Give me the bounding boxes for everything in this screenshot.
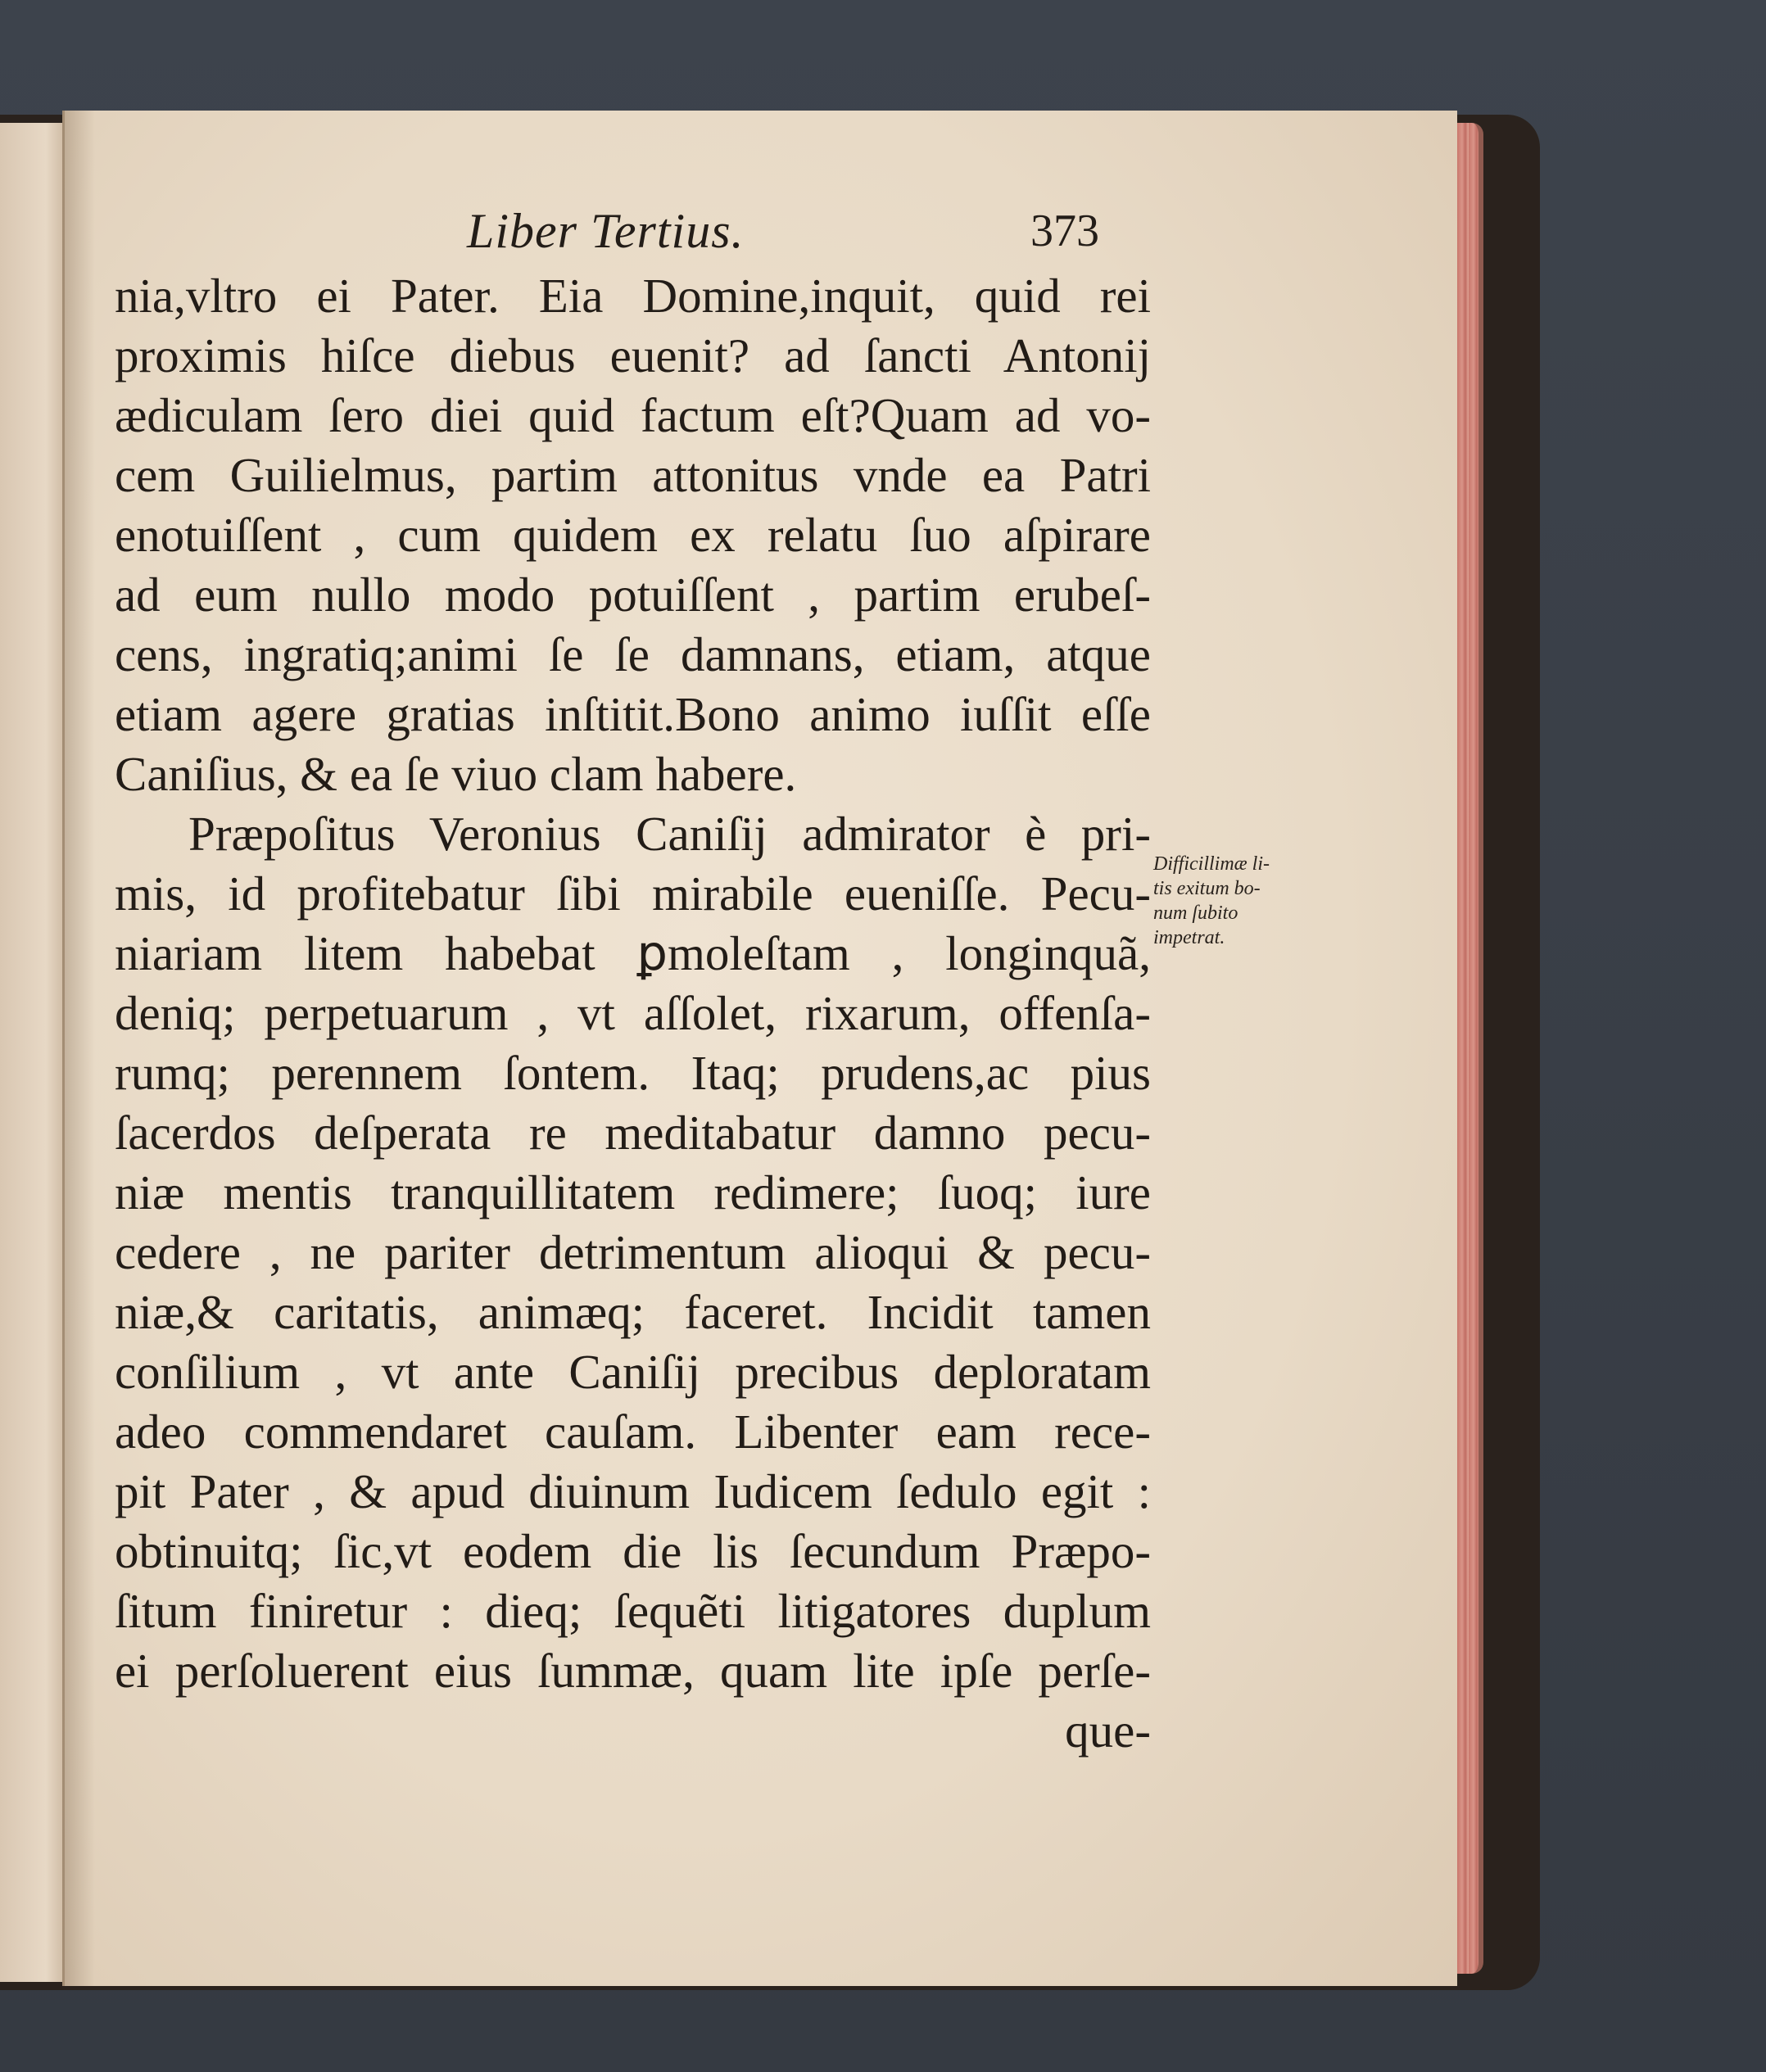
text-line: obtinuitq; ſic,vt eodem die lis ſecundum Præpo- — [115, 1524, 1151, 1578]
left-page-sliver — [0, 123, 66, 1982]
text-line: mis, id profitebatur ſibi mirabile eueniſſe. Pecu- — [115, 866, 1151, 921]
text-line: cens, ingratiq;animi ſe ſe damnans, etiam, atque — [115, 627, 1151, 681]
text-line: conſilium , vt ante Caniſij precibus deploratam — [115, 1345, 1151, 1399]
text-line: deniq; perpetuarum , vt aſſolet, rixarum, offenſa- — [115, 986, 1151, 1040]
text-line: ædiculam ſero diei quid factum eſt?Quam ad vo- — [115, 388, 1151, 442]
text-line: Præpoſitus Veronius Caniſij admirator è pri- — [188, 807, 1151, 861]
marginal-note-line: num ſubito — [1153, 903, 1238, 924]
text-line: rumq; perennem ſontem. Itaq; prudens,ac pius — [115, 1046, 1151, 1100]
text-line: cem Guilielmus, partim attonitus vnde ea Patri — [115, 448, 1151, 502]
text-line: cedere , ne pariter detrimentum alioqui & pecu- — [115, 1225, 1151, 1279]
text-line: niæ mentis tranquillitatem redimere; ſuoq; iure — [115, 1165, 1151, 1219]
text-line: enotuiſſent , cum quidem ex relatu ſuo aſpirare — [115, 508, 1151, 562]
text-line: nia,vltro ei Pater. Eia Domine,inquit, quid rei — [115, 269, 1151, 323]
text-line: adeo commendaret cauſam. Libenter eam rece- — [115, 1405, 1151, 1459]
gutter-shadow — [62, 111, 95, 1986]
text-line: ſacerdos deſperata re meditabatur damno pecu- — [115, 1106, 1151, 1160]
marginal-note-line: Difficillimæ li- — [1153, 853, 1270, 875]
text-line: ſitum finiretur : dieq; ſequẽti litigatores duplum — [115, 1584, 1151, 1638]
page-number: 373 — [1030, 206, 1099, 256]
marginal-note — [1153, 852, 1317, 950]
catchword: que- — [1065, 1703, 1151, 1758]
text-line: ad eum nullo modo potuiſſent , partim erubeſ- — [115, 568, 1151, 622]
text-line: niariam litem habebat ꝑmoleſtam , longinquã, — [115, 926, 1151, 980]
body-text — [115, 266, 1151, 1761]
text-line: etiam agere gratias inſtitit.Bono animo iuſſit eſſe — [115, 687, 1151, 741]
text-line: ei perſoluerent eius ſummæ, quam lite ipſe perſe- — [115, 1644, 1151, 1698]
marginal-note-line: impetrat. — [1153, 927, 1225, 948]
text-line: niæ,& caritatis, animæq; faceret. Incidit tamen — [115, 1285, 1151, 1339]
running-title: Liber Tertius. — [467, 204, 745, 258]
marginal-note-line: tis exitum bo- — [1153, 878, 1261, 899]
text-line: Caniſius, & ea ſe viuo clam habere. — [115, 747, 797, 801]
text-line: pit Pater , & apud diuinum Iudicem ſedulo egit : — [115, 1464, 1151, 1518]
text-line: proximis hiſce diebus euenit? ad ſancti Antonij — [115, 328, 1151, 382]
